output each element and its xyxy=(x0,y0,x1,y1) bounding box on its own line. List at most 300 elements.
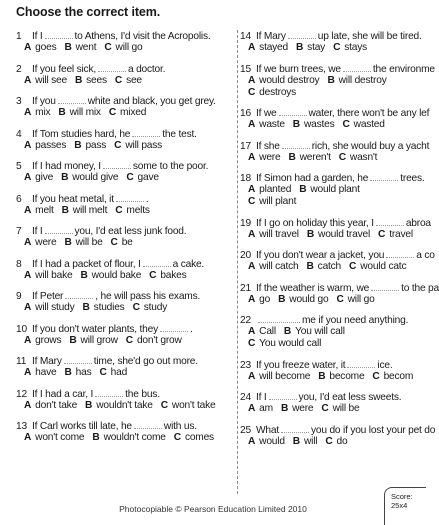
option-c[interactable] xyxy=(342,119,384,131)
answer-blank[interactable] xyxy=(132,128,160,137)
answer-blank[interactable] xyxy=(281,424,309,433)
option-letter: C xyxy=(336,293,344,305)
option-text: sees xyxy=(86,74,107,86)
question-item xyxy=(16,95,236,128)
option-text: waste xyxy=(259,119,285,130)
option-b[interactable] xyxy=(318,371,364,383)
options-row xyxy=(16,107,236,119)
question-text xyxy=(16,355,236,367)
answer-blank[interactable] xyxy=(98,63,126,72)
option-a[interactable] xyxy=(248,152,280,164)
option-b[interactable] xyxy=(61,172,118,184)
question-item xyxy=(16,30,236,63)
option-letter: B xyxy=(85,399,93,411)
answer-blank[interactable] xyxy=(160,323,188,332)
option-text: studies xyxy=(93,302,125,313)
question-stem-end: a doctor. xyxy=(127,63,166,75)
option-text: have xyxy=(35,367,57,378)
option-b[interactable] xyxy=(74,140,106,152)
option-c[interactable] xyxy=(115,75,142,87)
question-stem-end: , he will pass his exams. xyxy=(95,291,201,302)
answer-blank[interactable] xyxy=(258,314,300,323)
option-a[interactable] xyxy=(24,205,54,217)
option-c[interactable] xyxy=(349,261,406,273)
option-b[interactable] xyxy=(83,302,125,314)
options-row xyxy=(16,400,236,412)
question-stem-start: If she xyxy=(256,140,280,152)
option-b[interactable] xyxy=(288,152,330,164)
options-row xyxy=(240,229,426,241)
option-c[interactable] xyxy=(372,371,413,383)
option-a[interactable] xyxy=(24,42,56,54)
question-item xyxy=(16,355,236,388)
question-item xyxy=(16,388,236,421)
option-text: would destroy xyxy=(259,74,320,86)
question-number: 15 xyxy=(240,63,251,75)
question-number: 3 xyxy=(16,96,22,107)
option-letter: B xyxy=(327,74,335,86)
option-text: weren't xyxy=(299,151,331,163)
option-letter: A xyxy=(24,139,32,151)
options-row xyxy=(240,42,426,54)
option-text: stays xyxy=(344,42,368,53)
question-stem-end: the test. xyxy=(162,128,197,140)
option-letter: B xyxy=(92,432,100,443)
option-letter: C xyxy=(99,367,107,378)
option-a[interactable] xyxy=(248,371,310,383)
option-text: mix xyxy=(35,107,51,118)
option-text: become xyxy=(329,370,365,382)
option-letter: A xyxy=(24,237,32,248)
question-item xyxy=(240,217,431,250)
option-text: were xyxy=(35,237,57,248)
option-letter: C xyxy=(160,399,168,411)
option-letter: C xyxy=(114,74,123,86)
option-letter: C xyxy=(126,172,134,183)
option-c[interactable] xyxy=(339,152,378,164)
question-item xyxy=(16,128,236,161)
option-a[interactable] xyxy=(24,335,61,347)
answer-blank[interactable] xyxy=(370,172,398,181)
option-letter: B xyxy=(299,184,307,195)
option-letter: B xyxy=(306,261,314,272)
question-stem-end: you, I'd eat less sweets. xyxy=(298,392,402,403)
question-stem-end: rich, she would buy a yacht xyxy=(311,140,430,152)
answer-blank[interactable] xyxy=(347,359,375,368)
option-b[interactable] xyxy=(284,326,345,338)
question-text xyxy=(16,95,236,107)
option-c[interactable] xyxy=(248,338,321,350)
option-text: will grow xyxy=(80,334,118,346)
options-row xyxy=(240,75,426,87)
option-letter: C xyxy=(248,338,256,349)
option-letter: B xyxy=(278,293,286,305)
option-b[interactable] xyxy=(278,294,328,306)
option-letter: A xyxy=(24,172,32,183)
option-letter: C xyxy=(125,334,133,346)
answer-blank[interactable] xyxy=(269,391,297,400)
question-stem-start: If I xyxy=(256,392,267,403)
option-c[interactable] xyxy=(378,229,413,241)
option-a[interactable] xyxy=(24,140,66,152)
option-letter: C xyxy=(149,269,157,281)
question-text xyxy=(240,140,430,152)
question-number: 9 xyxy=(16,291,22,302)
answer-blank[interactable] xyxy=(45,225,73,234)
options-row xyxy=(240,326,426,338)
option-b[interactable] xyxy=(327,75,386,87)
option-text: will see xyxy=(35,74,67,86)
options-row xyxy=(16,302,236,314)
option-text: travel xyxy=(389,228,413,240)
question-number: 25 xyxy=(240,424,251,436)
options-row xyxy=(16,335,236,347)
option-text: would bake xyxy=(91,269,142,281)
question-stem-start: If you don't water plants, they xyxy=(32,323,158,335)
option-text: planted xyxy=(259,184,292,195)
question-text xyxy=(16,323,236,335)
question-number: 8 xyxy=(16,258,22,270)
answer-blank[interactable] xyxy=(386,249,414,258)
option-letter: B xyxy=(280,403,289,414)
option-text: will pass xyxy=(125,139,163,151)
option-letter: B xyxy=(74,139,82,151)
option-c[interactable] xyxy=(174,432,214,444)
option-b[interactable] xyxy=(92,432,165,444)
option-letter: C xyxy=(333,42,341,53)
option-letter: A xyxy=(24,107,32,118)
answer-blank[interactable] xyxy=(45,30,73,39)
answer-blank[interactable] xyxy=(143,258,171,267)
option-c[interactable] xyxy=(109,107,146,119)
option-text: will plant xyxy=(259,196,297,207)
question-stem-start: If Mary xyxy=(32,356,62,367)
options-row xyxy=(240,184,426,196)
option-letter: C xyxy=(248,196,256,207)
option-text: will go xyxy=(115,42,143,53)
option-a[interactable] xyxy=(248,261,299,273)
option-letter: B xyxy=(61,172,69,183)
question-number: 12 xyxy=(16,388,27,400)
question-stem-end: you, I'd eat less junk food. xyxy=(74,226,187,237)
option-text: were xyxy=(259,151,281,163)
option-a[interactable] xyxy=(24,270,72,282)
options-row xyxy=(240,87,426,99)
option-a[interactable] xyxy=(248,403,273,415)
question-item xyxy=(240,30,426,63)
option-text: study xyxy=(143,302,168,313)
option-c[interactable] xyxy=(333,42,367,54)
option-text: will catch xyxy=(259,261,299,272)
answer-blank[interactable] xyxy=(288,30,316,39)
option-text: will bake xyxy=(35,269,73,281)
options-row xyxy=(240,403,426,415)
answer-blank[interactable] xyxy=(64,355,92,364)
option-text: don't grow xyxy=(136,334,182,346)
option-a[interactable] xyxy=(248,119,285,131)
option-text: You will call xyxy=(295,326,345,337)
option-letter: C xyxy=(321,403,329,414)
option-letter: A xyxy=(24,204,32,216)
question-stem-end: a co xyxy=(416,250,435,261)
option-letter: C xyxy=(338,151,346,163)
question-text xyxy=(240,391,426,403)
answer-blank[interactable] xyxy=(282,140,310,149)
options-row xyxy=(240,152,426,164)
options-row xyxy=(16,205,236,217)
option-a[interactable] xyxy=(248,184,291,196)
option-b[interactable] xyxy=(85,400,153,412)
option-text: will travel xyxy=(259,228,299,240)
question-item xyxy=(240,314,426,359)
exercise-heading: Choose the correct item. xyxy=(16,5,161,19)
question-stem-end: trees. xyxy=(400,173,425,184)
answer-blank[interactable] xyxy=(279,107,307,116)
option-b[interactable] xyxy=(293,119,335,131)
option-letter: B xyxy=(80,269,88,281)
option-text: stayed xyxy=(259,42,288,53)
option-a[interactable] xyxy=(24,172,53,184)
option-c[interactable] xyxy=(133,302,168,314)
options-row xyxy=(16,432,236,444)
answer-blank[interactable] xyxy=(103,160,131,169)
option-b[interactable] xyxy=(64,42,96,54)
option-text: am xyxy=(259,403,273,414)
question-text xyxy=(240,30,426,42)
left-column xyxy=(16,30,236,494)
option-letter: A xyxy=(248,326,256,337)
option-text: give xyxy=(35,172,54,183)
option-letter: B xyxy=(318,370,326,382)
question-item xyxy=(16,290,236,323)
copyright-footer: Photocopiable © Pearson Education Limited 2010 xyxy=(119,504,307,514)
option-letter: B xyxy=(64,237,72,248)
option-b[interactable] xyxy=(64,237,102,249)
option-b[interactable] xyxy=(62,205,108,217)
question-stem-end: to Athens, I'd visit the Acropolis. xyxy=(74,31,211,42)
option-letter: C xyxy=(110,237,118,248)
question-number: 16 xyxy=(240,108,251,119)
option-letter: A xyxy=(248,119,256,130)
option-letter: A xyxy=(248,228,256,240)
option-b[interactable] xyxy=(58,107,100,119)
option-text: be xyxy=(121,237,133,248)
options-row xyxy=(240,294,426,306)
answer-blank[interactable] xyxy=(65,290,93,299)
option-text: gave xyxy=(137,172,159,183)
score-label: Score: xyxy=(391,492,413,501)
question-text xyxy=(16,420,236,432)
option-letter: B xyxy=(64,42,72,53)
question-item xyxy=(240,249,435,282)
question-number: 22 xyxy=(240,315,251,326)
option-b[interactable] xyxy=(293,436,318,448)
question-item xyxy=(16,225,236,258)
option-text: won't take xyxy=(171,399,216,411)
question-stem-start: If I go on holiday this year, I xyxy=(256,217,374,229)
option-a[interactable] xyxy=(248,436,285,448)
question-text xyxy=(16,258,236,270)
option-text: will go xyxy=(347,293,375,305)
option-letter: B xyxy=(292,119,300,130)
option-letter: A xyxy=(248,293,256,305)
option-letter: C xyxy=(342,119,350,130)
question-number: 21 xyxy=(240,282,251,294)
question-text xyxy=(240,172,426,184)
answer-blank[interactable] xyxy=(116,193,144,202)
option-a[interactable] xyxy=(24,75,67,87)
option-text: went xyxy=(75,42,97,53)
option-b[interactable] xyxy=(69,335,117,347)
options-row xyxy=(16,42,236,54)
answer-blank[interactable] xyxy=(343,63,371,72)
option-letter: B xyxy=(288,151,296,163)
question-text xyxy=(16,225,236,237)
option-letter: B xyxy=(64,367,72,378)
option-letter: A xyxy=(248,435,256,447)
question-text xyxy=(240,217,431,229)
question-text xyxy=(240,424,436,436)
question-number: 4 xyxy=(16,128,22,140)
option-b[interactable] xyxy=(307,261,342,273)
option-c[interactable] xyxy=(248,196,296,208)
score-value: 25x4 xyxy=(391,500,408,510)
option-a[interactable] xyxy=(24,302,75,314)
option-c[interactable] xyxy=(126,172,158,184)
question-item xyxy=(240,391,426,424)
option-letter: C xyxy=(248,86,256,98)
question-number: 24 xyxy=(240,392,251,403)
answer-blank[interactable] xyxy=(371,282,399,291)
option-c[interactable] xyxy=(126,335,182,347)
option-letter: A xyxy=(24,302,32,313)
option-text: will destroy xyxy=(338,74,387,86)
option-a[interactable] xyxy=(24,107,50,119)
option-text: wouldn't take xyxy=(96,399,153,411)
question-item xyxy=(240,140,430,173)
option-letter: B xyxy=(82,302,90,313)
question-item xyxy=(240,172,426,217)
option-letter: C xyxy=(378,228,386,240)
question-stem-end: . xyxy=(190,323,193,335)
option-letter: C xyxy=(108,107,116,118)
option-a[interactable] xyxy=(248,229,299,241)
option-text: destroys xyxy=(259,86,297,98)
options-row xyxy=(16,270,236,282)
question-number: 11 xyxy=(16,356,27,367)
option-text: passes xyxy=(35,139,67,151)
option-text: goes xyxy=(35,42,57,53)
answer-blank[interactable] xyxy=(376,217,404,226)
option-a[interactable] xyxy=(24,367,56,379)
option-c[interactable] xyxy=(104,42,142,54)
question-number: 2 xyxy=(16,63,22,75)
option-c[interactable] xyxy=(99,367,127,379)
option-a[interactable] xyxy=(24,237,56,249)
answer-blank[interactable] xyxy=(58,95,86,104)
option-b[interactable] xyxy=(80,270,141,282)
option-letter: A xyxy=(248,370,256,382)
option-b[interactable] xyxy=(299,184,360,196)
option-a[interactable] xyxy=(24,400,77,412)
question-number: 18 xyxy=(240,173,251,184)
option-c[interactable] xyxy=(114,140,162,152)
option-text: melt xyxy=(35,204,54,216)
option-text: were xyxy=(292,403,314,414)
option-text: stay xyxy=(307,42,326,53)
option-c[interactable] xyxy=(248,87,296,99)
option-b[interactable] xyxy=(281,403,313,415)
options-row xyxy=(240,371,426,383)
question-stem-start: If we xyxy=(256,108,277,119)
option-b[interactable] xyxy=(307,229,370,241)
option-b[interactable] xyxy=(296,42,325,54)
option-letter: A xyxy=(24,367,32,378)
question-stem-start: If Peter xyxy=(32,291,64,302)
answer-blank[interactable] xyxy=(134,420,162,429)
options-row xyxy=(16,367,236,379)
option-c[interactable] xyxy=(321,403,359,415)
option-a[interactable] xyxy=(248,294,270,306)
question-text xyxy=(16,193,236,205)
option-letter: B xyxy=(296,42,304,53)
option-c[interactable] xyxy=(325,436,347,448)
option-text: will study xyxy=(35,302,75,313)
question-item xyxy=(16,258,236,291)
question-number: 19 xyxy=(240,217,251,229)
options-row xyxy=(240,119,426,131)
question-stem-end: the bus. xyxy=(125,388,160,400)
question-number: 5 xyxy=(16,161,22,172)
option-a[interactable] xyxy=(24,432,84,444)
question-text xyxy=(16,160,236,172)
option-a[interactable] xyxy=(248,326,276,338)
question-stem-start: If I xyxy=(32,226,43,237)
option-text: do xyxy=(336,435,348,447)
option-text: pass xyxy=(85,139,107,151)
option-letter: B xyxy=(69,334,77,346)
option-letter: A xyxy=(24,334,32,346)
option-letter: C xyxy=(372,370,380,382)
option-c[interactable] xyxy=(115,205,150,217)
option-c[interactable] xyxy=(336,294,374,306)
option-text: will become xyxy=(259,370,311,382)
question-text xyxy=(240,314,426,326)
option-letter: C xyxy=(132,302,140,313)
question-stem-start: If you don't wear a jacket, you xyxy=(256,250,385,261)
answer-blank[interactable] xyxy=(95,388,123,397)
question-item xyxy=(240,63,435,108)
option-letter: C xyxy=(173,432,181,443)
question-text xyxy=(16,30,236,42)
option-a[interactable] xyxy=(248,75,319,87)
option-c[interactable] xyxy=(161,400,216,412)
option-c[interactable] xyxy=(149,270,186,282)
option-c[interactable] xyxy=(111,237,133,249)
right-column xyxy=(237,30,439,494)
option-b[interactable] xyxy=(64,367,91,379)
option-text: will be xyxy=(332,403,360,414)
question-stem-start: If Mary xyxy=(256,31,286,42)
option-text: will mix xyxy=(69,107,101,118)
option-a[interactable] xyxy=(248,42,288,54)
question-stem-start: If Carl works till late, he xyxy=(32,421,132,432)
question-stem-start: If I had money, I xyxy=(32,161,101,172)
question-item xyxy=(16,323,236,356)
option-b[interactable] xyxy=(75,75,107,87)
option-text: would xyxy=(259,435,285,447)
question-number: 20 xyxy=(240,250,251,261)
